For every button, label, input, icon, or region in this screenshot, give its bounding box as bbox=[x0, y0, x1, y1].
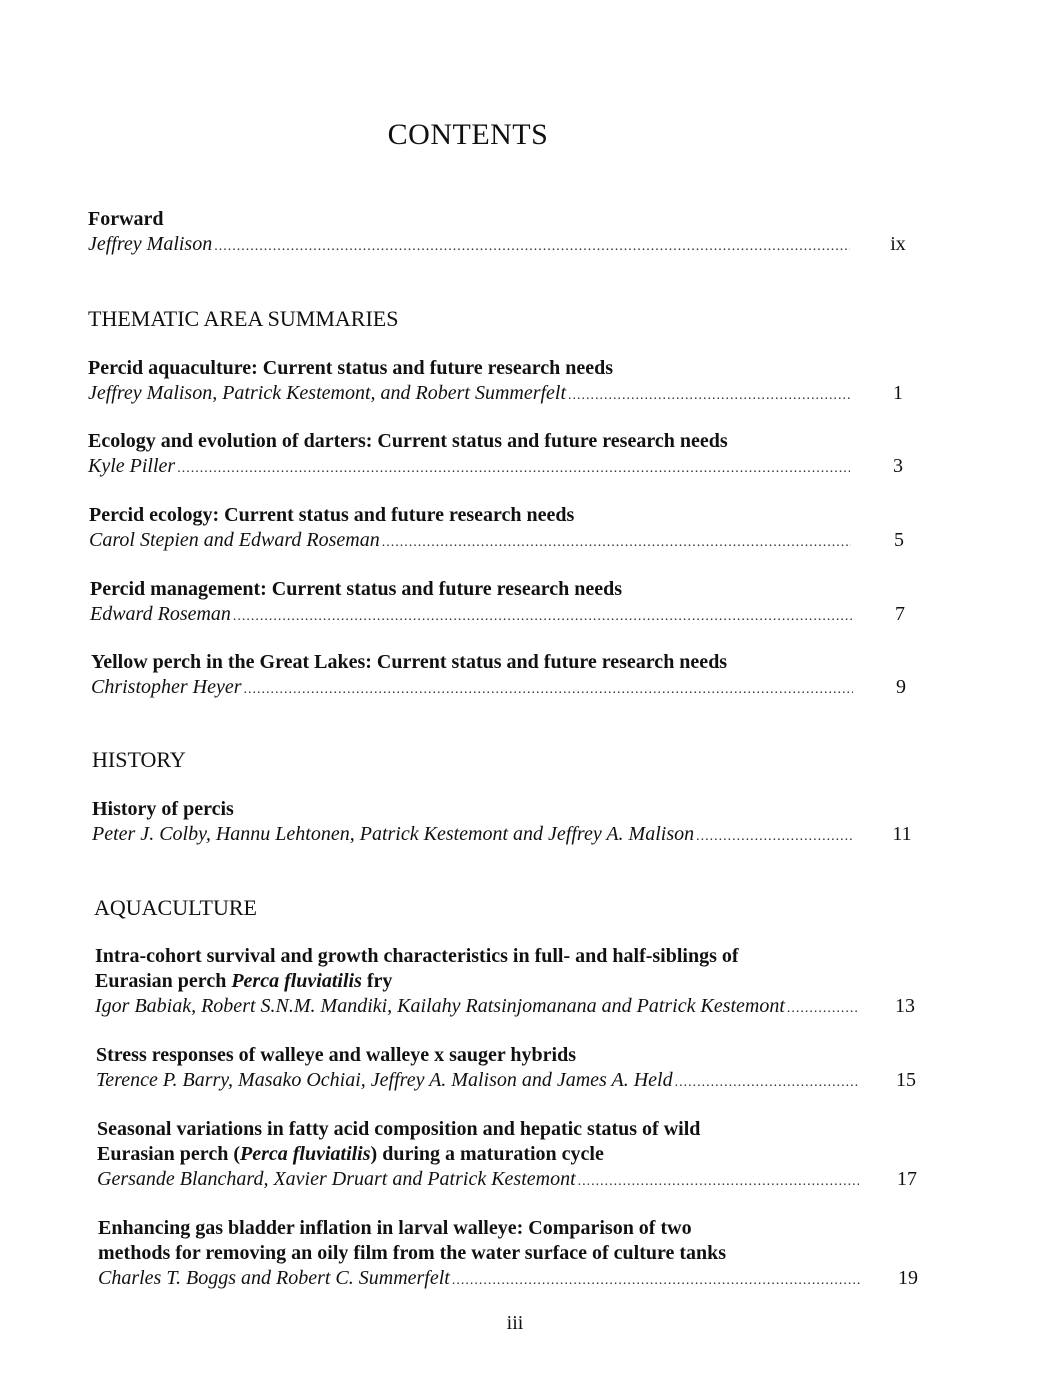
entry-title: Forward bbox=[88, 208, 164, 230]
entry-authors: Igor Babiak, Robert S.N.M. Mandiki, Kailahy Ratsinjomanana and Patrick Kestemont bbox=[95, 995, 785, 1017]
toc-entry bbox=[98, 1216, 928, 1293]
entry-title: Percid aquaculture: Current status and future research needs bbox=[88, 357, 613, 379]
toc-entry bbox=[96, 1043, 926, 1095]
toc-entry bbox=[91, 650, 921, 702]
entry-author-row bbox=[95, 994, 925, 1021]
dot-leader bbox=[675, 1070, 858, 1095]
entry-page-number: 15 bbox=[896, 1069, 916, 1091]
entry-page-number: 7 bbox=[895, 603, 905, 625]
dot-leader bbox=[568, 383, 850, 408]
section-heading-aquaculture: AQUACULTURE bbox=[94, 895, 257, 920]
entry-title: Stress responses of walleye and walleye x sauger hybrids bbox=[96, 1044, 577, 1066]
entry-title: Ecology and evolution of darters: Current status and future research needs bbox=[88, 430, 728, 452]
entry-title-text: ) during a maturation cycle bbox=[370, 1143, 604, 1165]
dot-leader bbox=[177, 456, 850, 481]
entry-title: Yellow perch in the Great Lakes: Current status and future research needs bbox=[91, 651, 728, 673]
entry-title bbox=[97, 1117, 927, 1142]
entry-page-number: 19 bbox=[898, 1267, 918, 1289]
dot-leader bbox=[214, 234, 850, 259]
entry-title bbox=[97, 1142, 927, 1167]
entry-page-number: 9 bbox=[896, 676, 906, 698]
entry-authors: Jeffrey Malison bbox=[88, 233, 213, 255]
entry-author-row bbox=[88, 232, 918, 259]
entry-author-row bbox=[97, 1167, 927, 1194]
section-heading-history: HISTORY bbox=[92, 747, 186, 772]
entry-authors: Kyle Piller bbox=[88, 455, 176, 477]
entry-author-row bbox=[88, 454, 918, 481]
entry-title: History of percis bbox=[92, 798, 234, 820]
toc-entry bbox=[90, 577, 920, 629]
entry-authors: Carol Stepien and Edward Roseman bbox=[89, 529, 380, 551]
entry-author-row bbox=[96, 1068, 926, 1095]
entry-author-row bbox=[91, 675, 921, 702]
dot-leader bbox=[578, 1169, 859, 1194]
entry-authors: Charles T. Boggs and Robert C. Summerfelt bbox=[98, 1267, 450, 1289]
dot-leader bbox=[382, 530, 851, 555]
entry-authors: Christopher Heyer bbox=[91, 676, 242, 698]
entry-page-number: 17 bbox=[897, 1168, 917, 1190]
entry-author-row bbox=[98, 1266, 928, 1293]
section-heading-thematic: THEMATIC AREA SUMMARIES bbox=[88, 306, 399, 331]
toc-entry bbox=[89, 503, 919, 555]
toc-entry bbox=[88, 356, 918, 408]
species-name: Perca fluviatilis bbox=[231, 970, 362, 992]
dot-leader bbox=[233, 604, 852, 629]
entry-page-number: 1 bbox=[893, 382, 903, 404]
entry-authors: Jeffrey Malison, Patrick Kestemont, and Robert Summerfelt bbox=[88, 382, 567, 404]
dot-leader bbox=[244, 677, 853, 702]
entry-page-number: 3 bbox=[893, 455, 903, 477]
entry-author-row bbox=[89, 528, 919, 555]
entry-page-number: 13 bbox=[895, 995, 915, 1017]
entry-title-line: Seasonal variations in fatty acid composition and hepatic status of wild bbox=[97, 1118, 701, 1140]
page-title: CONTENTS bbox=[387, 118, 549, 151]
entry-title: Enhancing gas bladder inflation in larval walleye: Comparison of two bbox=[98, 1217, 692, 1239]
toc-entry bbox=[92, 797, 922, 849]
dot-leader bbox=[787, 996, 857, 1021]
entry-title: Percid management: Current status and future research needs bbox=[90, 578, 622, 600]
toc-entry bbox=[95, 944, 925, 1021]
entry-title-text: Eurasian perch ( bbox=[97, 1143, 240, 1165]
entry-title-text: fry bbox=[361, 970, 393, 992]
entry-authors: Edward Roseman bbox=[90, 603, 231, 625]
forward-entry bbox=[88, 207, 918, 259]
toc-entry bbox=[88, 429, 918, 481]
entry-title-text: Eurasian perch bbox=[95, 970, 232, 992]
entry-title-line: Intra-cohort survival and growth characteristics in full- and half-siblings of bbox=[95, 945, 739, 967]
entry-authors: Terence P. Barry, Masako Ochiai, Jeffrey A. Malison and James A. Held bbox=[96, 1069, 673, 1091]
entry-title: Percid ecology: Current status and future research needs bbox=[89, 504, 575, 526]
entry-authors: Peter J. Colby, Hannu Lehtonen, Patrick Kestemont and Jeffrey A. Malison bbox=[92, 823, 695, 845]
dot-leader bbox=[452, 1268, 860, 1293]
entry-title bbox=[95, 969, 925, 994]
entry-author-row bbox=[92, 822, 922, 849]
entry-authors: Gersande Blanchard, Xavier Druart and Patrick Kestemont bbox=[97, 1168, 576, 1190]
entry-page-number: 11 bbox=[892, 823, 912, 845]
entry-page-number: ix bbox=[890, 233, 906, 255]
entry-author-row bbox=[90, 602, 920, 629]
entry-page-number: 5 bbox=[894, 529, 904, 551]
entry-title: methods for removing an oily film from the water surface of culture tanks bbox=[98, 1242, 727, 1264]
dot-leader bbox=[696, 824, 854, 849]
footer-page-number: iii bbox=[506, 1312, 524, 1334]
toc-entry bbox=[97, 1117, 927, 1194]
entry-author-row bbox=[88, 381, 918, 408]
species-name: Perca fluviatilis bbox=[239, 1143, 371, 1165]
entry-title bbox=[95, 944, 925, 969]
